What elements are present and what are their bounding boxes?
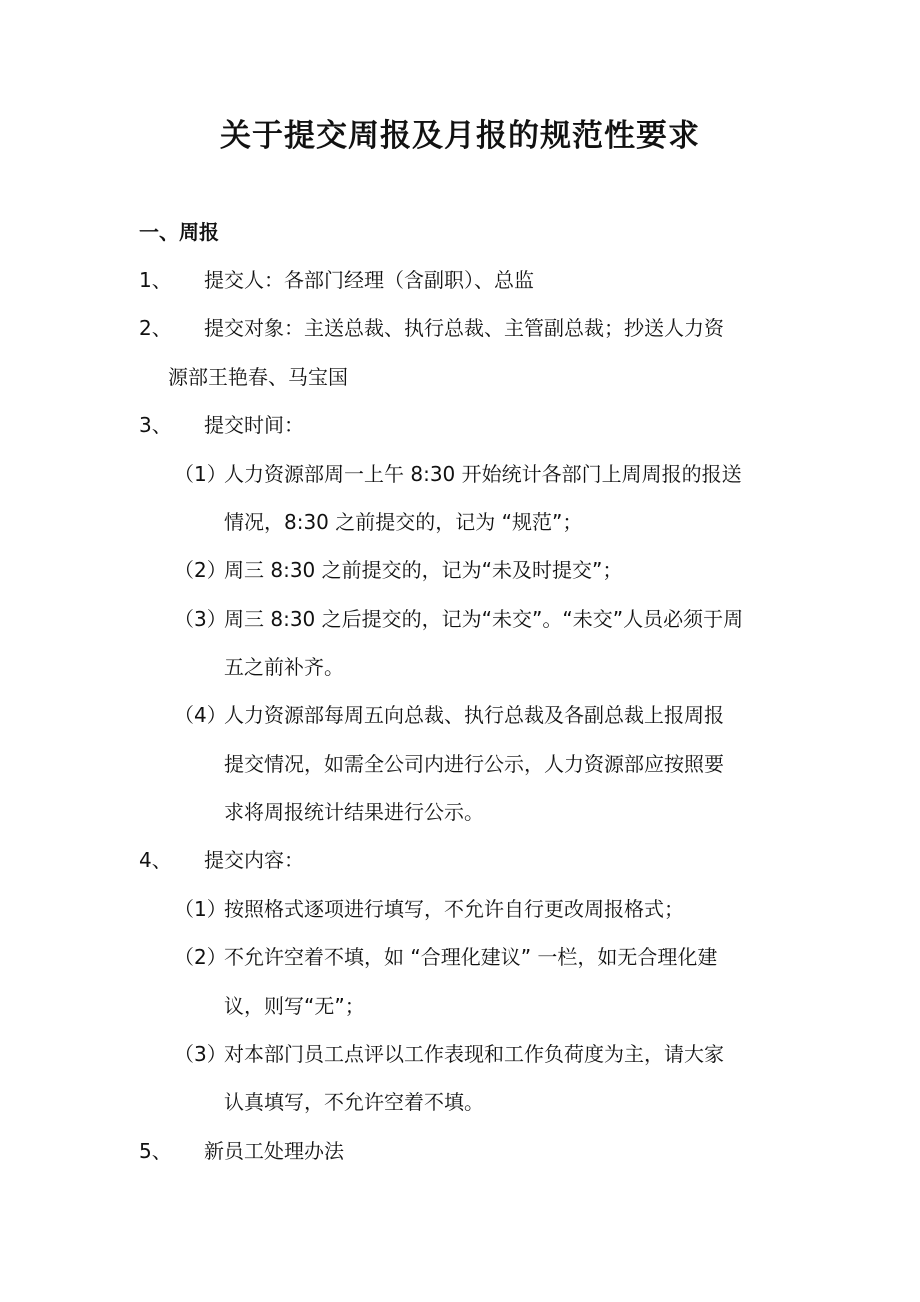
subitem-number: （1） <box>174 462 227 486</box>
subitem-line: 人力资源部周一上午 8:30 开始统计各部门上周周报的报送 <box>224 462 742 486</box>
subitem-line: 人力资源部每周五向总裁、执行总裁及各副总裁上报周报 <box>224 703 724 727</box>
subitem-number: （2） <box>174 558 227 582</box>
document-title: 关于提交周报及月报的规范性要求 <box>220 118 700 154</box>
subitem-line: 认真填写，不允许空着不填。 <box>224 1090 484 1114</box>
item-recipients-cont: 源部王艳春、马宝国 <box>168 365 348 389</box>
item-submission-time: 提交时间： <box>204 413 304 437</box>
section-heading-weekly: 一、周报 <box>139 220 219 244</box>
subitem-number: （1） <box>174 897 227 921</box>
subitem-number: （3） <box>174 607 227 631</box>
item-submitter: 提交人：各部门经理（含副职）、总监 <box>204 268 534 292</box>
subitem-line: 周三 8:30 之后提交的，记为“未交”。“未交”人员必须于周 <box>224 607 744 631</box>
subitem-number: （3） <box>174 1042 227 1066</box>
subitem-line: 情况，8:30 之前提交的，记为 “规范”； <box>224 510 583 534</box>
subitem-line: 五之前补齐。 <box>224 655 344 679</box>
subitem-line: 按照格式逐项进行填写，不允许自行更改周报格式； <box>224 897 684 921</box>
subitem-line: 议，则写“无”； <box>224 994 365 1018</box>
item-number: 4、 <box>139 848 172 872</box>
subitem-line: 对本部门员工点评以工作表现和工作负荷度为主，请大家 <box>224 1042 724 1066</box>
item-recipients: 提交对象：主送总裁、执行总裁、主管副总裁；抄送人力资 <box>204 316 724 340</box>
item-number: 5、 <box>139 1139 172 1163</box>
item-submission-content: 提交内容： <box>204 848 304 872</box>
subitem-number: （4） <box>174 703 227 727</box>
subitem-line: 求将周报统计结果进行公示。 <box>224 800 484 824</box>
subitem-line: 提交情况，如需全公司内进行公示，人力资源部应按照要 <box>224 752 724 776</box>
item-number: 2、 <box>139 316 172 340</box>
subitem-line: 不允许空着不填，如 “合理化建议” 一栏，如无合理化建 <box>224 945 718 969</box>
item-new-employee: 新员工处理办法 <box>204 1139 344 1163</box>
item-number: 3、 <box>139 413 172 437</box>
subitem-number: （2） <box>174 945 227 969</box>
item-number: 1、 <box>139 268 172 292</box>
subitem-line: 周三 8:30 之前提交的，记为“未及时提交”； <box>224 558 623 582</box>
